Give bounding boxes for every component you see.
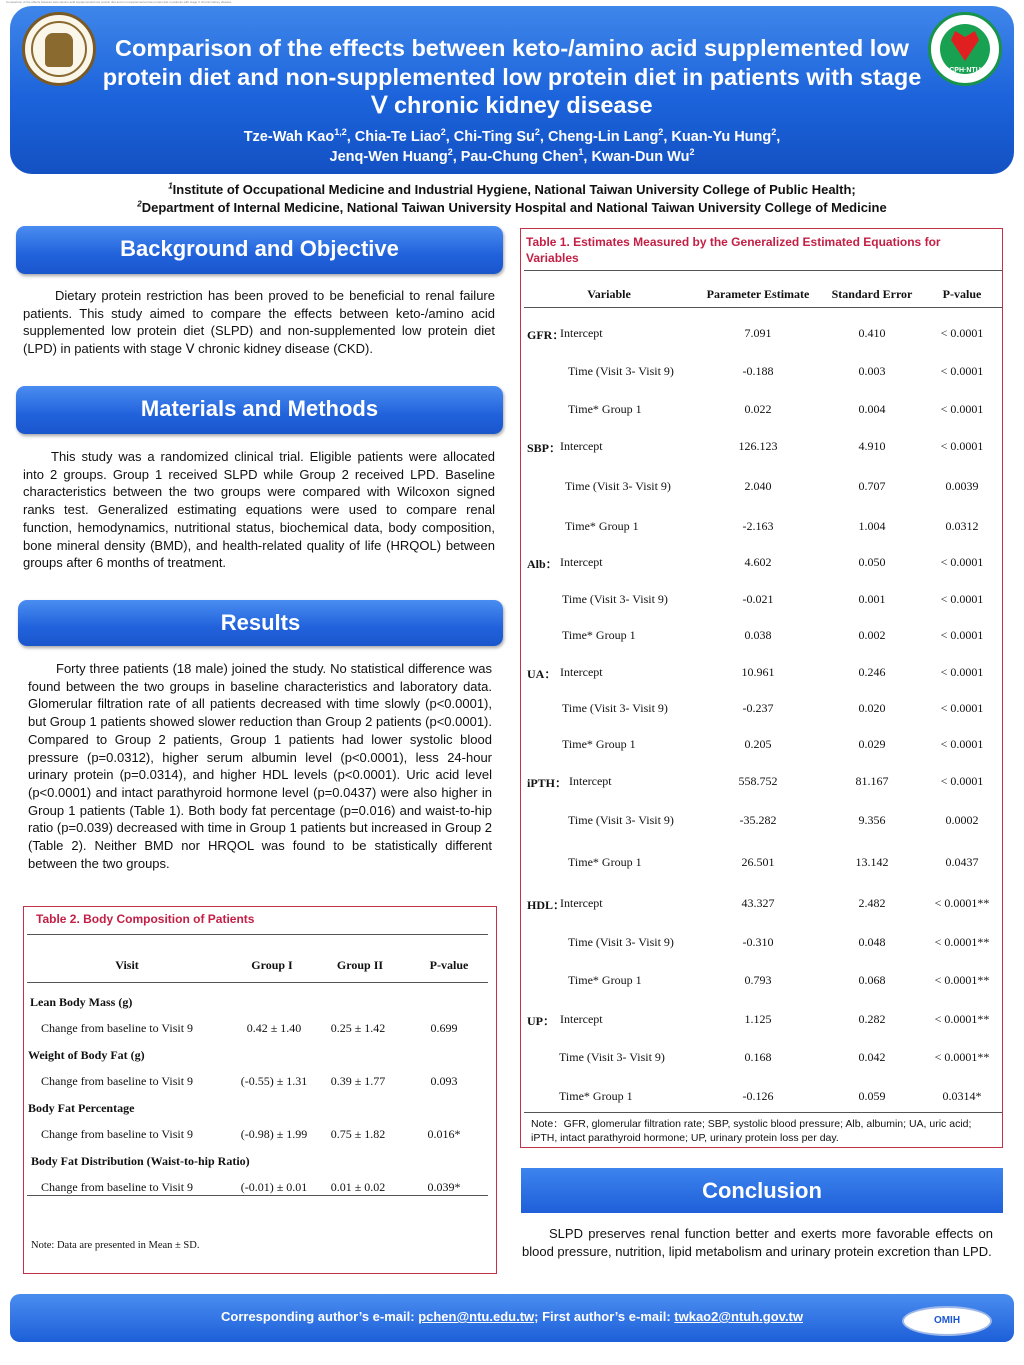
table-1-variable-group: HDL： (527, 898, 566, 912)
table-1-variable-group: SBP： (527, 441, 562, 455)
table-1-pvalue: 0.0437 (945, 855, 979, 869)
table-1-stderr: 0.059 (858, 1089, 886, 1103)
methods-heading: Materials and Methods (16, 386, 503, 434)
table-1-caption: Table 1. Estimates Measured by the Generalized Estimated Equations for Variables (526, 235, 941, 265)
table-2-cell: (-0.98) ± 1.99 (240, 1127, 308, 1141)
table-1-estimate: 0.038 (744, 628, 772, 642)
table-2-header-pvalue: P-value (429, 958, 469, 972)
table-1-stderr: 0.068 (858, 973, 886, 987)
table-1-estimate: -0.188 (742, 364, 774, 378)
table-1-estimate: 10.961 (741, 665, 775, 679)
table-1-pvalue: 0.0314* (942, 1089, 982, 1103)
fine-print: Comparison of the effects between keto-/amino acid supplemented low protein diet and non-supplemented low protein diet in patients with stage V chronic kidney disease (6, 0, 232, 4)
table-1-row-label: Time (Visit 3- Visit 9) (568, 364, 674, 378)
university-seal-icon (22, 12, 96, 86)
poster-header (10, 6, 1014, 174)
conclusion-heading: Conclusion (521, 1168, 1003, 1213)
table-2-cell: 0.016* (427, 1127, 461, 1141)
table-1-estimate: 0.168 (744, 1050, 772, 1064)
table-1-row-label: Time (Visit 3- Visit 9) (562, 701, 668, 715)
table-2-cell: 0.01 ± 0.02 (330, 1180, 386, 1194)
table-1-header-stderr: Standard Error (831, 287, 913, 301)
table-2-group-title: Weight of Body Fat (g) (28, 1048, 145, 1062)
table-1-pvalue: 0.0002 (945, 813, 979, 827)
table-2-group-title: Lean Body Mass (g) (30, 995, 133, 1009)
table-1-estimate: 126.123 (738, 439, 778, 453)
table-1-variable-group: GFR： (527, 328, 565, 342)
table-1-row-label: Intercept (560, 555, 603, 569)
table-1-stderr: 0.707 (858, 479, 886, 493)
table-1-row-label: Time (Visit 3- Visit 9) (568, 813, 674, 827)
table-2-cell: 0.25 ± 1.42 (330, 1021, 386, 1035)
author: Jenq-Wen Huang$^2$, (329, 147, 461, 165)
table-1-estimate: -0.310 (742, 935, 774, 949)
table-1-row-label: Intercept (560, 665, 603, 679)
table-1-row-label: Time* Group 1 (565, 519, 639, 533)
table-1-header-estimate: Parameter Estimate (706, 287, 810, 301)
contact-line: Corresponding author’s e-mail: pchen@ntu.edu.tw; First author’s e-mail: twkao2@ntuh.gov.tw (221, 1309, 803, 1324)
table-2-cell: (-0.01) ± 0.01 (240, 1180, 308, 1194)
table-2-cell: 0.75 ± 1.82 (330, 1127, 386, 1141)
table-1-variable-group: iPTH： (527, 776, 568, 790)
table-1-variable-group: UP： (527, 1014, 555, 1028)
table-1-pvalue: < 0.0001** (934, 935, 990, 949)
table-1-stderr: 13.142 (855, 855, 889, 869)
table-1-variable-group: Alb： (527, 557, 558, 571)
table-2-cell: 0.039* (427, 1180, 461, 1194)
table-1-row-label: Time (Visit 3- Visit 9) (562, 592, 668, 606)
table-1-pvalue: < 0.0001** (934, 973, 990, 987)
table-2-cell: 0.42 ± 1.40 (246, 1021, 302, 1035)
author: Chi-Ting Su$^2$, (453, 127, 548, 145)
author-list (100, 127, 924, 167)
divider (27, 982, 488, 983)
table-1-stderr: 1.004 (858, 519, 886, 533)
table-1-row-label: Intercept (560, 326, 603, 340)
table-1-pvalue: < 0.0001 (940, 628, 984, 642)
table-1-stderr: 0.003 (858, 364, 886, 378)
omih-badge: OMIH (902, 1306, 992, 1336)
table-1-row-label: Intercept (569, 774, 612, 788)
table-1-pvalue: < 0.0001 (940, 774, 984, 788)
author: Chia-Te Liao$^2$, (354, 127, 454, 145)
divider (27, 934, 488, 935)
divider (524, 270, 1002, 271)
table-1-header-variable: Variable (587, 287, 631, 301)
divider (524, 307, 1002, 308)
author: Kwan-Dun Wu$^2$ (591, 147, 695, 165)
table-1-estimate: -2.163 (742, 519, 774, 533)
table-1-stderr: 4.910 (858, 439, 886, 453)
table-1-note: Note：GFR, glomerular filtration rate; SBP, systolic blood pressure; Alb, albumin; UA, uric acid; iPTH, intact parathyroid hormone; UP, urinary protein loss per day. (531, 1118, 972, 1144)
table-1-pvalue: < 0.0001 (940, 737, 984, 751)
table-2-row-label: Change from baseline to Visit 9 (41, 1021, 194, 1035)
table-1-estimate: 26.501 (741, 855, 775, 869)
table-1-header-pvalue: P-value (942, 287, 982, 301)
table-1-stderr: 9.356 (858, 813, 886, 827)
table-2-cell: 0.39 ± 1.77 (330, 1074, 386, 1088)
table-1-pvalue: 0.0039 (945, 479, 979, 493)
first-author-email-link[interactable]: twkao2@ntuh.gov.tw (674, 1309, 803, 1324)
table-1-row-label: Time* Group 1 (568, 973, 642, 987)
table-1-stderr: 0.001 (858, 592, 886, 606)
table-1-row-label: Intercept (560, 439, 603, 453)
table-2-cell: 0.699 (430, 1021, 458, 1035)
table-1-estimate: 558.752 (738, 774, 778, 788)
table-1-pvalue: < 0.0001 (940, 364, 984, 378)
author: Pau-Chung Chen$^1$, (460, 147, 592, 165)
table-1-row-label: Time* Group 1 (568, 402, 642, 416)
table-1-estimate: 0.022 (744, 402, 772, 416)
table-1-stderr: 0.042 (858, 1050, 886, 1064)
table-1-row-label: Time* Group 1 (568, 855, 642, 869)
table-1-stderr: 0.020 (858, 701, 886, 715)
footer (10, 1294, 1014, 1342)
table-1-stderr: 2.482 (858, 896, 886, 910)
table-1-stderr: 0.410 (858, 326, 886, 340)
affiliation-1: $^1$Institute of Occupational Medicine and Industrial Hygiene, National Taiwan University College of Public Health; (168, 181, 856, 197)
table-1-stderr: 0.029 (858, 737, 886, 751)
table-1-row-label: Intercept (560, 896, 603, 910)
table-1-estimate: 0.793 (744, 973, 772, 987)
table-1-estimate: 2.040 (744, 479, 772, 493)
table-1-stderr: 0.282 (858, 1012, 886, 1026)
table-1-row-label: Time (Visit 3- Visit 9) (559, 1050, 665, 1064)
author: Tze-Wah Kao$^{1,2}$, (243, 127, 355, 145)
table-1-stderr: 0.050 (858, 555, 886, 569)
table-1-row-label: Time* Group 1 (562, 737, 636, 751)
conclusion-text: SLPD preserves renal function better and exerts more favorable effects on blood pressure, nutrition, lipid metabolism and urinary protein excretion than LPD. (522, 1226, 993, 1259)
table-1-pvalue: < 0.0001** (934, 1050, 990, 1064)
table-2-header-group-1: Group I (251, 958, 293, 972)
results-text: Forty three patients (18 male) joined the study. No statistical difference was found between the two groups in baseline characteristics and laboratory data. Glomerular filtration rate of all patients decreased with time slowly (p<0.0001), but Group 1 patients showed slower reduction than Group 2 patients (p<0.0001). Compared to Group 2 patients, Group 1 patients had lower systolic blood pressure (p=0.0312), higher serum albumin level (p<0.0001), less 24-hour urinary protein (p=0.0314), and higher HDL levels (p<0.0001). Uric acid level (p<0.0001) and intact parathyroid hormone level (p=0.0437) were also higher in Group 1 patients (Table 1). Both body fat percentage (p=0.016) and waist-to-hip ratio (p=0.039) decreased with time in Group 1 patients but increased in Group 2 (Table 2). Neither BMD nor HRQOL was found to be statistically different between the two groups. (28, 661, 492, 871)
table-2-cell: (-0.55) ± 1.31 (240, 1074, 308, 1088)
table-1-row-label: Time (Visit 3- Visit 9) (568, 935, 674, 949)
table-1-row-label: Time* Group 1 (562, 628, 636, 642)
background-heading: Background and Objective (16, 226, 503, 274)
table-1-pvalue: < 0.0001 (940, 439, 984, 453)
table-1-stderr: 0.004 (858, 402, 886, 416)
table-1-estimate: -35.282 (739, 813, 777, 827)
affiliation-2: $^2$Department of Internal Medicine, National Taiwan University Hospital and National Taiwan University College of Medicine (137, 199, 887, 215)
table-1-estimate: 4.602 (744, 555, 772, 569)
table-1-stderr: 0.002 (858, 628, 886, 642)
cph-ntu-logo-icon: CPH·NTU (928, 12, 1002, 86)
table-1-stderr: 0.246 (858, 665, 886, 679)
table-1-pvalue: < 0.0001** (934, 896, 990, 910)
table-1-estimate: 0.205 (744, 737, 772, 751)
table-2-row-label: Change from baseline to Visit 9 (41, 1180, 194, 1194)
table-1-stderr: 81.167 (855, 774, 889, 788)
table-1-pvalue: < 0.0001 (940, 592, 984, 606)
table-1-pvalue: < 0.0001 (940, 402, 984, 416)
table-2-group-title: Body Fat Distribution (Waist-to-hip Ratio) (31, 1154, 250, 1168)
table-1-pvalue: < 0.0001 (940, 665, 984, 679)
table-2-header-visit: Visit (115, 958, 139, 972)
table-2-row-label: Change from baseline to Visit 9 (41, 1074, 194, 1088)
table-1-estimate: 43.327 (741, 896, 775, 910)
table-1-row-label: Time (Visit 3- Visit 9) (565, 479, 671, 493)
table-1-variable-group: UA： (527, 667, 557, 681)
poster-title: Comparison of the effects between keto-/amino acid supplemented low protein diet and non-supplemented low protein diet in patients with stage Ⅴ chronic kidney disease (102, 35, 922, 118)
table-1-pvalue: < 0.0001 (940, 701, 984, 715)
table-1-stderr: 0.048 (858, 935, 886, 949)
table-2-caption: Table 2. Body Composition of Patients (36, 912, 255, 926)
table-2-row-label: Change from baseline to Visit 9 (41, 1127, 194, 1141)
table-1-estimate: -0.126 (742, 1089, 774, 1103)
table-2-group-title: Body Fat Percentage (28, 1101, 135, 1115)
table-1-row-label: Time* Group 1 (559, 1089, 633, 1103)
table-1-pvalue: 0.0312 (945, 519, 979, 533)
divider (27, 1195, 488, 1196)
affiliations (0, 181, 1024, 217)
author: Kuan-Yu Hung$^2$, (671, 127, 781, 145)
table-1-pvalue: < 0.0001** (934, 1012, 990, 1026)
table-1-estimate: -0.021 (742, 592, 774, 606)
corresponding-author-email-link[interactable]: pchen@ntu.edu.tw (418, 1309, 535, 1324)
background-text: Dietary protein restriction has been proved to be beneficial to renal failure patients. This study aimed to compare the effects between keto-/amino acid supplemented low protein diet (SLPD) and non-supplemented low protein diet (LPD) in patients with stage Ⅴ chronic kidney disease (CKD). (23, 288, 495, 357)
table-1-pvalue: < 0.0001 (940, 326, 984, 340)
table-2-note: Note: Data are presented in Mean ± SD. (31, 1240, 200, 1251)
table-2-header-group-2: Group II (336, 958, 384, 972)
methods-text: This study was a randomized clinical trial. Eligible patients were allocated into 2 groups. Group 1 received SLPD while Group 2 received LPD. Baseline characteristics between the two groups were compared with Wilcoxon signed ranks test. Generalized estimating equations were used to compare renal function, hemodynamics, nutritional status, biochemical data, body composition, bone mineral density (BMD), and health-related quality of life (HRQOL) between groups after 6 months of treatment. (23, 449, 495, 571)
divider (524, 1112, 1002, 1113)
table-1-estimate: 7.091 (744, 326, 772, 340)
table-1-estimate: 1.125 (744, 1012, 772, 1026)
table-2-cell: 0.093 (430, 1074, 458, 1088)
author: Cheng-Lin Lang$^2$, (547, 127, 672, 145)
table-1-pvalue: < 0.0001 (940, 555, 984, 569)
table-1-estimate: -0.237 (742, 701, 774, 715)
table-1-row-label: Intercept (560, 1012, 603, 1026)
results-heading: Results (18, 600, 503, 646)
